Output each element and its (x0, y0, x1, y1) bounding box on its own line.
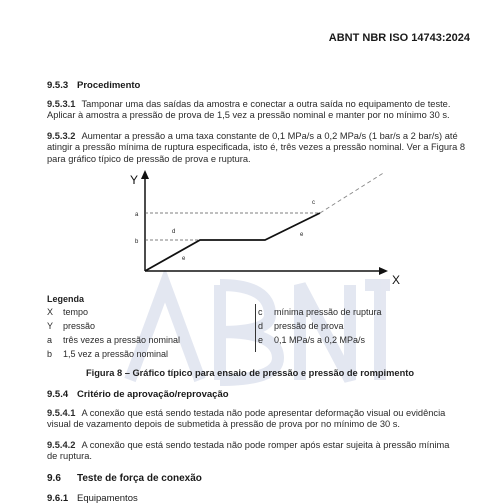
label-d: d (172, 229, 176, 235)
section-heading-9-6-1 (47, 493, 138, 504)
legend-divider (255, 304, 256, 352)
paragraph-9-5-4-1 (47, 408, 467, 431)
y-axis-label: Y (130, 173, 139, 187)
tick-label-a: a (135, 212, 139, 218)
paragraph-number: 9.5.4.2 (47, 440, 76, 450)
paragraph-line: para gráfico típico de pressão de prova e ruptura. (47, 153, 251, 164)
y-axis-arrow (141, 170, 149, 179)
legend-item (47, 321, 95, 331)
legend-text: pressão (63, 321, 96, 331)
paragraph-line: Aplicar à amostra a pressão de prova de 1,5 vez a pressão nominal e manter por no mínimo 30 s. (47, 110, 450, 121)
paragraph-number: 9.5.3.2 (47, 131, 76, 141)
pressure-curve (145, 213, 320, 271)
paragraph-line: A conexão que está sendo testada não pode romper após estar sujeita à pressão mínima (81, 440, 450, 450)
paragraph-line: Tamponar uma das saídas da amostra e conectar a outra saída no equipamento de teste. (81, 99, 451, 109)
x-axis-arrow (379, 267, 388, 275)
paragraph-number: 9.5.3.1 (47, 99, 76, 109)
figure-8-diagram (120, 168, 410, 293)
paragraph-9-5-4-2 (47, 440, 467, 463)
curve-extension (320, 172, 385, 213)
section-title: Equipamentos (77, 493, 138, 504)
standard-code: ABNT NBR ISO 14743:2024 (328, 32, 470, 44)
paragraph-line: Aumentar a pressão a uma taxa constante de 0,1 MPa/s a 0,2 MPa/s (1 bar/s a 2 bar/s) até (81, 131, 458, 141)
legend-text: mínima pressão de ruptura (274, 307, 382, 317)
legend-item (258, 307, 382, 317)
paragraph-line: A conexão que está sendo testada não pode apresentar deformação visual ou evidência (81, 408, 446, 418)
section-title: Procedimento (77, 80, 141, 91)
paragraph-line: de ruptura. (47, 451, 92, 462)
legend-key: b (47, 349, 53, 359)
section-number: 9.5.3 (47, 80, 69, 91)
paragraph-line: visual de vazamento depois de submetida à pressão de prova por no mínimo de 30 s. (47, 419, 400, 430)
legend-key: a (47, 335, 53, 345)
section-heading-9-5-3 (47, 80, 140, 91)
legend-item (258, 321, 344, 331)
label-c: c (312, 200, 315, 206)
legend-item (47, 349, 168, 359)
legend-text: tempo (63, 307, 89, 317)
section-number: 9.5.4 (47, 389, 69, 400)
tick-label-b: b (135, 239, 139, 245)
section-heading-9-6 (47, 473, 202, 484)
label-e-first: e (182, 256, 186, 262)
legend-title: Legenda (47, 294, 85, 304)
legend-item (47, 307, 88, 317)
legend-key: X (47, 307, 54, 317)
paragraph-9-5-3-2 (47, 131, 467, 165)
legend-item (258, 335, 365, 345)
x-axis-label: X (392, 273, 401, 287)
paragraph-9-5-3-1 (47, 99, 467, 122)
legend-key: c (258, 307, 263, 317)
legend-key: d (258, 321, 264, 331)
legend-item (47, 335, 180, 345)
section-title: Teste de força de conexão (77, 473, 202, 484)
section-number: 9.6.1 (47, 493, 69, 504)
legend-key: Y (47, 321, 54, 331)
legend-text: três vezes a pressão nominal (63, 335, 181, 345)
legend-text: 0,1 MPa/s a 0,2 MPa/s (274, 335, 366, 345)
legend-text: pressão de prova (274, 321, 344, 331)
legend-key: e (258, 335, 264, 345)
figure-caption: Figura 8 – Gráfico típico para ensaio de pressão e pressão de rompimento (85, 368, 415, 378)
paragraph-line: atingir a pressão mínima de ruptura especificada, isto é, três vezes a pressão nominal. Ver a Figura 8 (47, 142, 466, 153)
section-heading-9-5-4 (47, 389, 229, 400)
legend-text: 1,5 vez a pressão nominal (63, 349, 169, 359)
section-title: Critério de aprovação/reprovação (77, 389, 229, 400)
label-e-second: e (300, 232, 304, 238)
paragraph-number: 9.5.4.1 (47, 408, 76, 418)
section-number: 9.6 (47, 473, 61, 484)
